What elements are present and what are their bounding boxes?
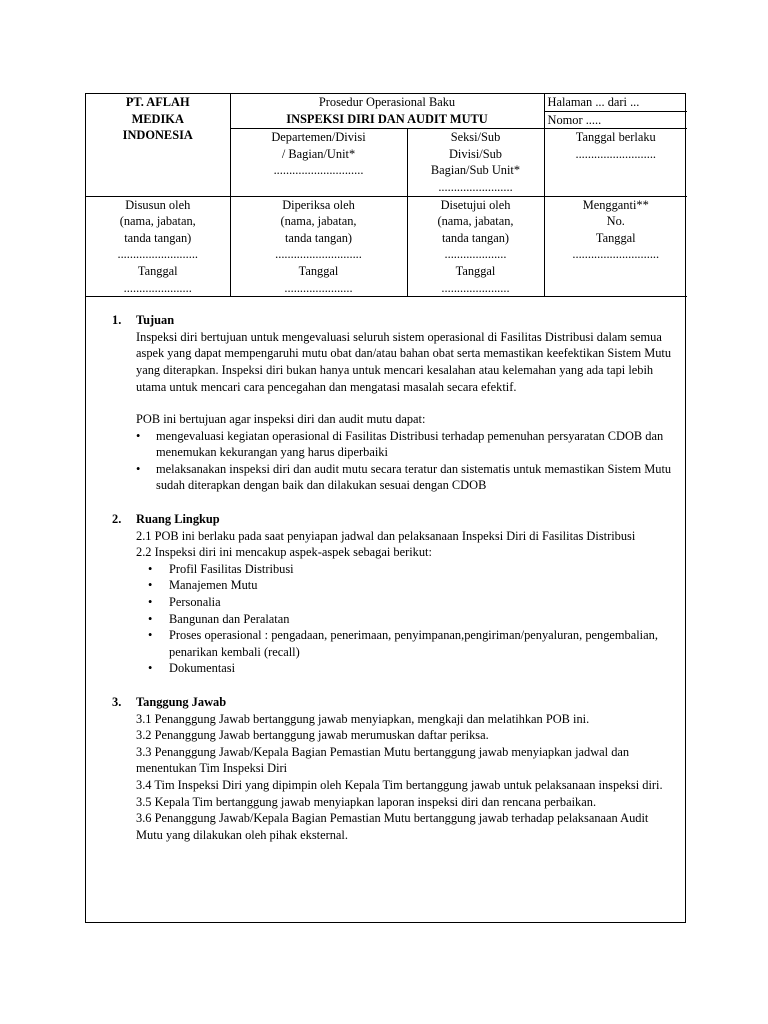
numbered-item: 2.2 Inspeksi diri ini mencakup aspek-aspek sebagai berikut:: [136, 545, 432, 560]
replaces-cell: Mengganti** No. Tanggal ............................: [544, 196, 687, 297]
numbered-item: 3.3 Penanggung Jawab/Kepala Bagian Pemastian Mutu bertanggung jawab menyiapkan jadwal dan menentukan Tim Inspeksi Diri: [136, 744, 630, 776]
numbered-item: 3.1 Penanggung Jawab bertanggung jawab menyiapkan, mengkaji dan melatihkan POB ini.: [136, 711, 590, 726]
numbered-item: 3.6 Penanggung Jawab/Kepala Bagian Pemastian Mutu bertanggung jawab terhadap pelaksanaan Audit Mutu yang dilakukan oleh pihak eksternal.: [136, 811, 649, 842]
pob-label: Prosedur Operasional Baku: [318, 95, 456, 109]
list-item: • Bangunan dan Peralatan: [148, 611, 290, 626]
bullet-icon: •: [148, 628, 153, 643]
bullet-icon: •: [136, 428, 141, 443]
document-title: INSPEKSI DIRI DAN AUDIT MUTU: [286, 111, 488, 126]
paragraph: POB ini bertujuan agar inspeksi diri dan audit mutu dapat:: [136, 412, 426, 427]
numbered-item: 3.2 Penanggung Jawab bertanggung jawab merumuskan daftar periksa.: [136, 728, 489, 743]
company-name: PT. AFLAH MEDIKA INDONESIA: [86, 94, 230, 196]
list-item: • Manajemen Mutu: [148, 578, 258, 593]
bullet-icon: •: [148, 661, 153, 676]
section-heading: 3. Tanggung Jawab: [112, 695, 227, 709]
approved-by-cell: Disetujui oleh (nama, jabatan, tanda tangan) .................... Tanggal ......................: [407, 196, 544, 297]
bullet-icon: •: [148, 578, 153, 593]
section-tanggung-jawab: [112, 694, 675, 843]
effective-date-cell: Tanggal berlaku ..........................: [544, 129, 687, 196]
list-item: • melaksanakan inspeksi diri dan audit mutu secara teratur dan sistematis untuk memastikan Sistem Mutu sudah diterapkan dengan baik dan dilakukan sesuai dengan CDOB: [136, 461, 672, 493]
header-table: [86, 94, 687, 297]
numbered-item: 2.1 POB ini berlaku pada saat penyiapan jadwal dan pelaksanaan Inspeksi Diri di Fasilitas Distribusi: [136, 528, 636, 543]
sop-document: [85, 93, 686, 923]
department-cell: Departemen/Divisi / Bagian/Unit* .............................: [230, 129, 407, 196]
section-heading: 2. Ruang Lingkup: [112, 512, 220, 527]
paragraph: Inspeksi diri bertujuan untuk mengevaluasi seluruh sistem operasional di Fasilitas Distribusi dalam semua aspek yang dapat mempengaruhi mutu obat dan/atau bahan obat serta memastikan keefektikan Sistem Mutu yang diterapkan. Inspeksi diri bukan hanya untuk mencari kesalahan atau kelemahan yang ada tapi lebih utama untuk mencari cara pencegahan dan mengatasi masalah secara efektif.: [136, 329, 672, 394]
section-cell: Seksi/Sub Divisi/Sub Bagian/Sub Unit* ........................: [407, 129, 544, 196]
bullet-icon: •: [148, 595, 153, 610]
bullet-icon: •: [136, 461, 141, 476]
list-item: • Profil Fasilitas Distribusi: [148, 561, 294, 576]
numbered-item: 3.5 Kepala Tim bertanggung jawab menyiapkan laporan inspeksi diri dan rencana perbaikan.: [136, 794, 597, 809]
list-item: • mengevaluasi kegiatan operasional di Fasilitas Distribusi terhadap pemenuhan persyaratan CDOB dan menemukan kekurangan yang harus diperbaiki: [136, 428, 664, 460]
prepared-by-cell: Disusun oleh (nama, jabatan, tanda tangan) .......................... Tanggal ......................: [86, 196, 230, 297]
section-ruang-lingkup: [112, 511, 675, 677]
bullet-list: [136, 428, 675, 494]
document-title-block: [230, 94, 544, 129]
list-item: • Dokumentasi: [148, 661, 236, 676]
list-item: • Personalia: [148, 595, 221, 610]
bullet-list: [136, 561, 675, 677]
list-item: • Proses operasional : pengadaan, penerimaan, penyimpanan,pengiriman/penyaluran, pengembalian, penarikan kembali (recall): [148, 628, 658, 659]
bullet-icon: •: [148, 561, 153, 576]
section-tujuan: [112, 312, 675, 494]
page-number: Halaman ... dari ...: [544, 94, 687, 111]
section-heading: 1. Tujuan: [112, 313, 175, 328]
numbered-item: 3.4 Tim Inspeksi Diri yang dipimpin oleh Kepala Tim bertanggung jawab untuk pelaksanaan inspeksi diri.: [136, 777, 663, 792]
document-body: [86, 297, 685, 843]
bullet-icon: •: [148, 611, 153, 626]
reviewed-by-cell: Diperiksa oleh (nama, jabatan, tanda tangan) ............................ Tanggal ......................: [230, 196, 407, 297]
document-number: Nomor .....: [544, 111, 687, 129]
